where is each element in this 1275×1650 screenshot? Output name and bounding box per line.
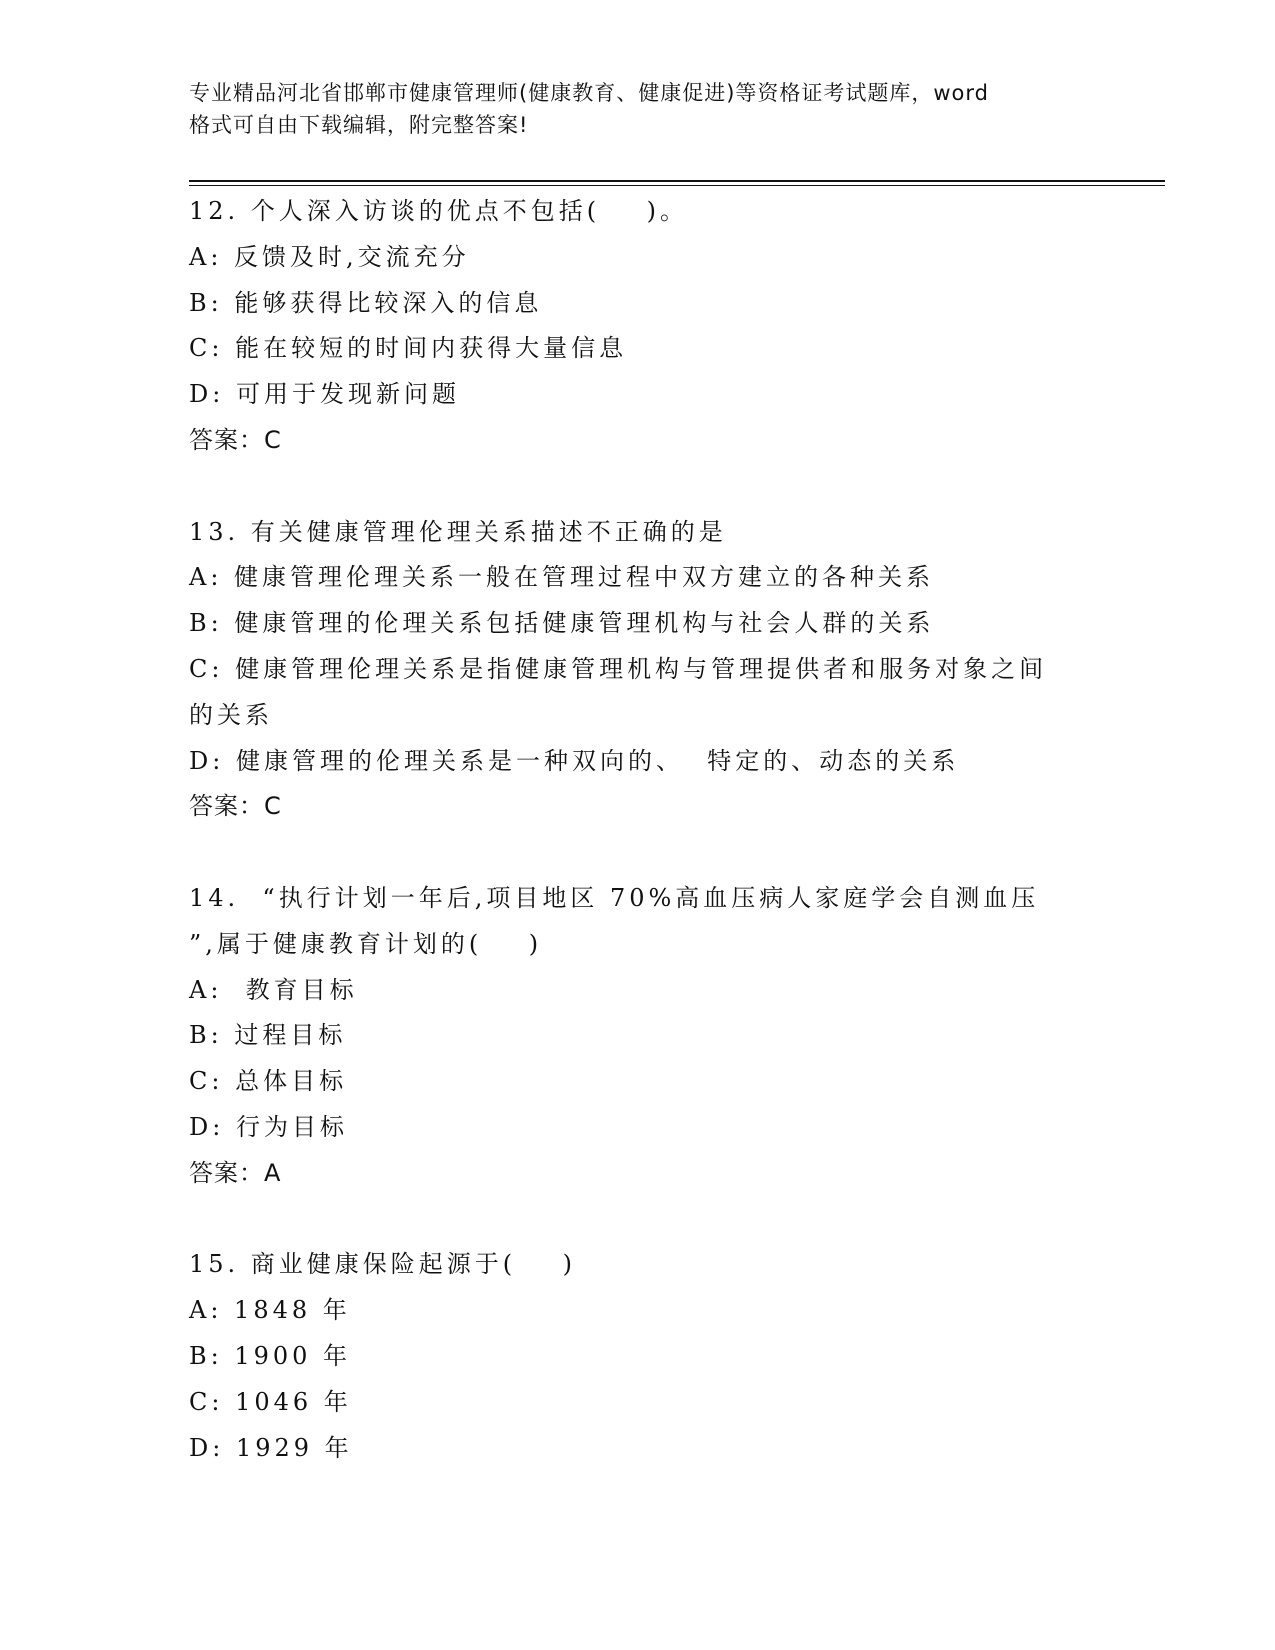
question-stem: 12. 个人深入访谈的优点不包括( )。 [189, 197, 689, 225]
header-line-1: 专业精品河北省邯郸市健康管理师(健康教育、健康促进)等资格证考试题库，word [189, 81, 990, 105]
question-option: B: 1900 年 [189, 1341, 352, 1370]
spacer [189, 464, 1119, 510]
question-option: B: 健康管理的伦理关系包括健康管理机构与社会人群的关系 [189, 609, 935, 638]
question-option: B: 能够获得比较深入的信息 [189, 288, 543, 317]
question-option: A: 健康管理伦理关系一般在管理过程中双方建立的各种关系 [189, 563, 935, 592]
question-option: D: 可用于发现新问题 [189, 380, 460, 409]
question-option: B: 过程目标 [189, 1021, 347, 1050]
question-option: 的关系 [189, 700, 273, 729]
header-divider-top [189, 180, 1165, 182]
spacer [189, 830, 1119, 876]
question-list [189, 189, 1119, 1471]
question-option: C: 能在较短的时间内获得大量信息 [189, 334, 628, 363]
question-stem: ”,属于健康教育计划的( ) [189, 929, 543, 958]
question-option: A: 1848 年 [189, 1296, 351, 1325]
question-stem: 13. 有关健康管理伦理关系描述不正确的是 [189, 517, 727, 546]
question-block [189, 510, 1119, 876]
question-block [189, 1242, 1119, 1471]
answer-label: 答案：C [189, 792, 282, 821]
question-option: A: 反馈及时,交流充分 [189, 242, 470, 271]
header-line-2: 格式可自由下载编辑，附完整答案! [189, 113, 529, 137]
question-option: C: 1046 年 [189, 1387, 352, 1416]
question-option: C: 总体目标 [189, 1067, 348, 1096]
question-option: A: 教育目标 [189, 975, 358, 1004]
question-option: D: 健康管理的伦理关系是一种双向的、 特定的、动态的关系 [189, 746, 960, 775]
answer-label: 答案：C [189, 425, 282, 454]
question-stem: 15. 商业健康保险起源于( ) [189, 1250, 577, 1279]
spacer [189, 1197, 1119, 1243]
answer-label: 答案：A [189, 1158, 282, 1187]
question-option: D: 行为目标 [189, 1112, 348, 1141]
question-option: D: 1929 年 [189, 1433, 353, 1462]
header-divider-bottom [189, 185, 1165, 186]
question-stem: 14. “执行计划一年后,项目地区 70%高血压病人家庭学会自测血压 [189, 883, 1040, 912]
document-header [189, 77, 1099, 141]
question-option: C: 健康管理伦理关系是指健康管理机构与管理提供者和服务对象之间 [189, 654, 1048, 683]
question-block [189, 189, 1119, 510]
question-block [189, 876, 1119, 1242]
